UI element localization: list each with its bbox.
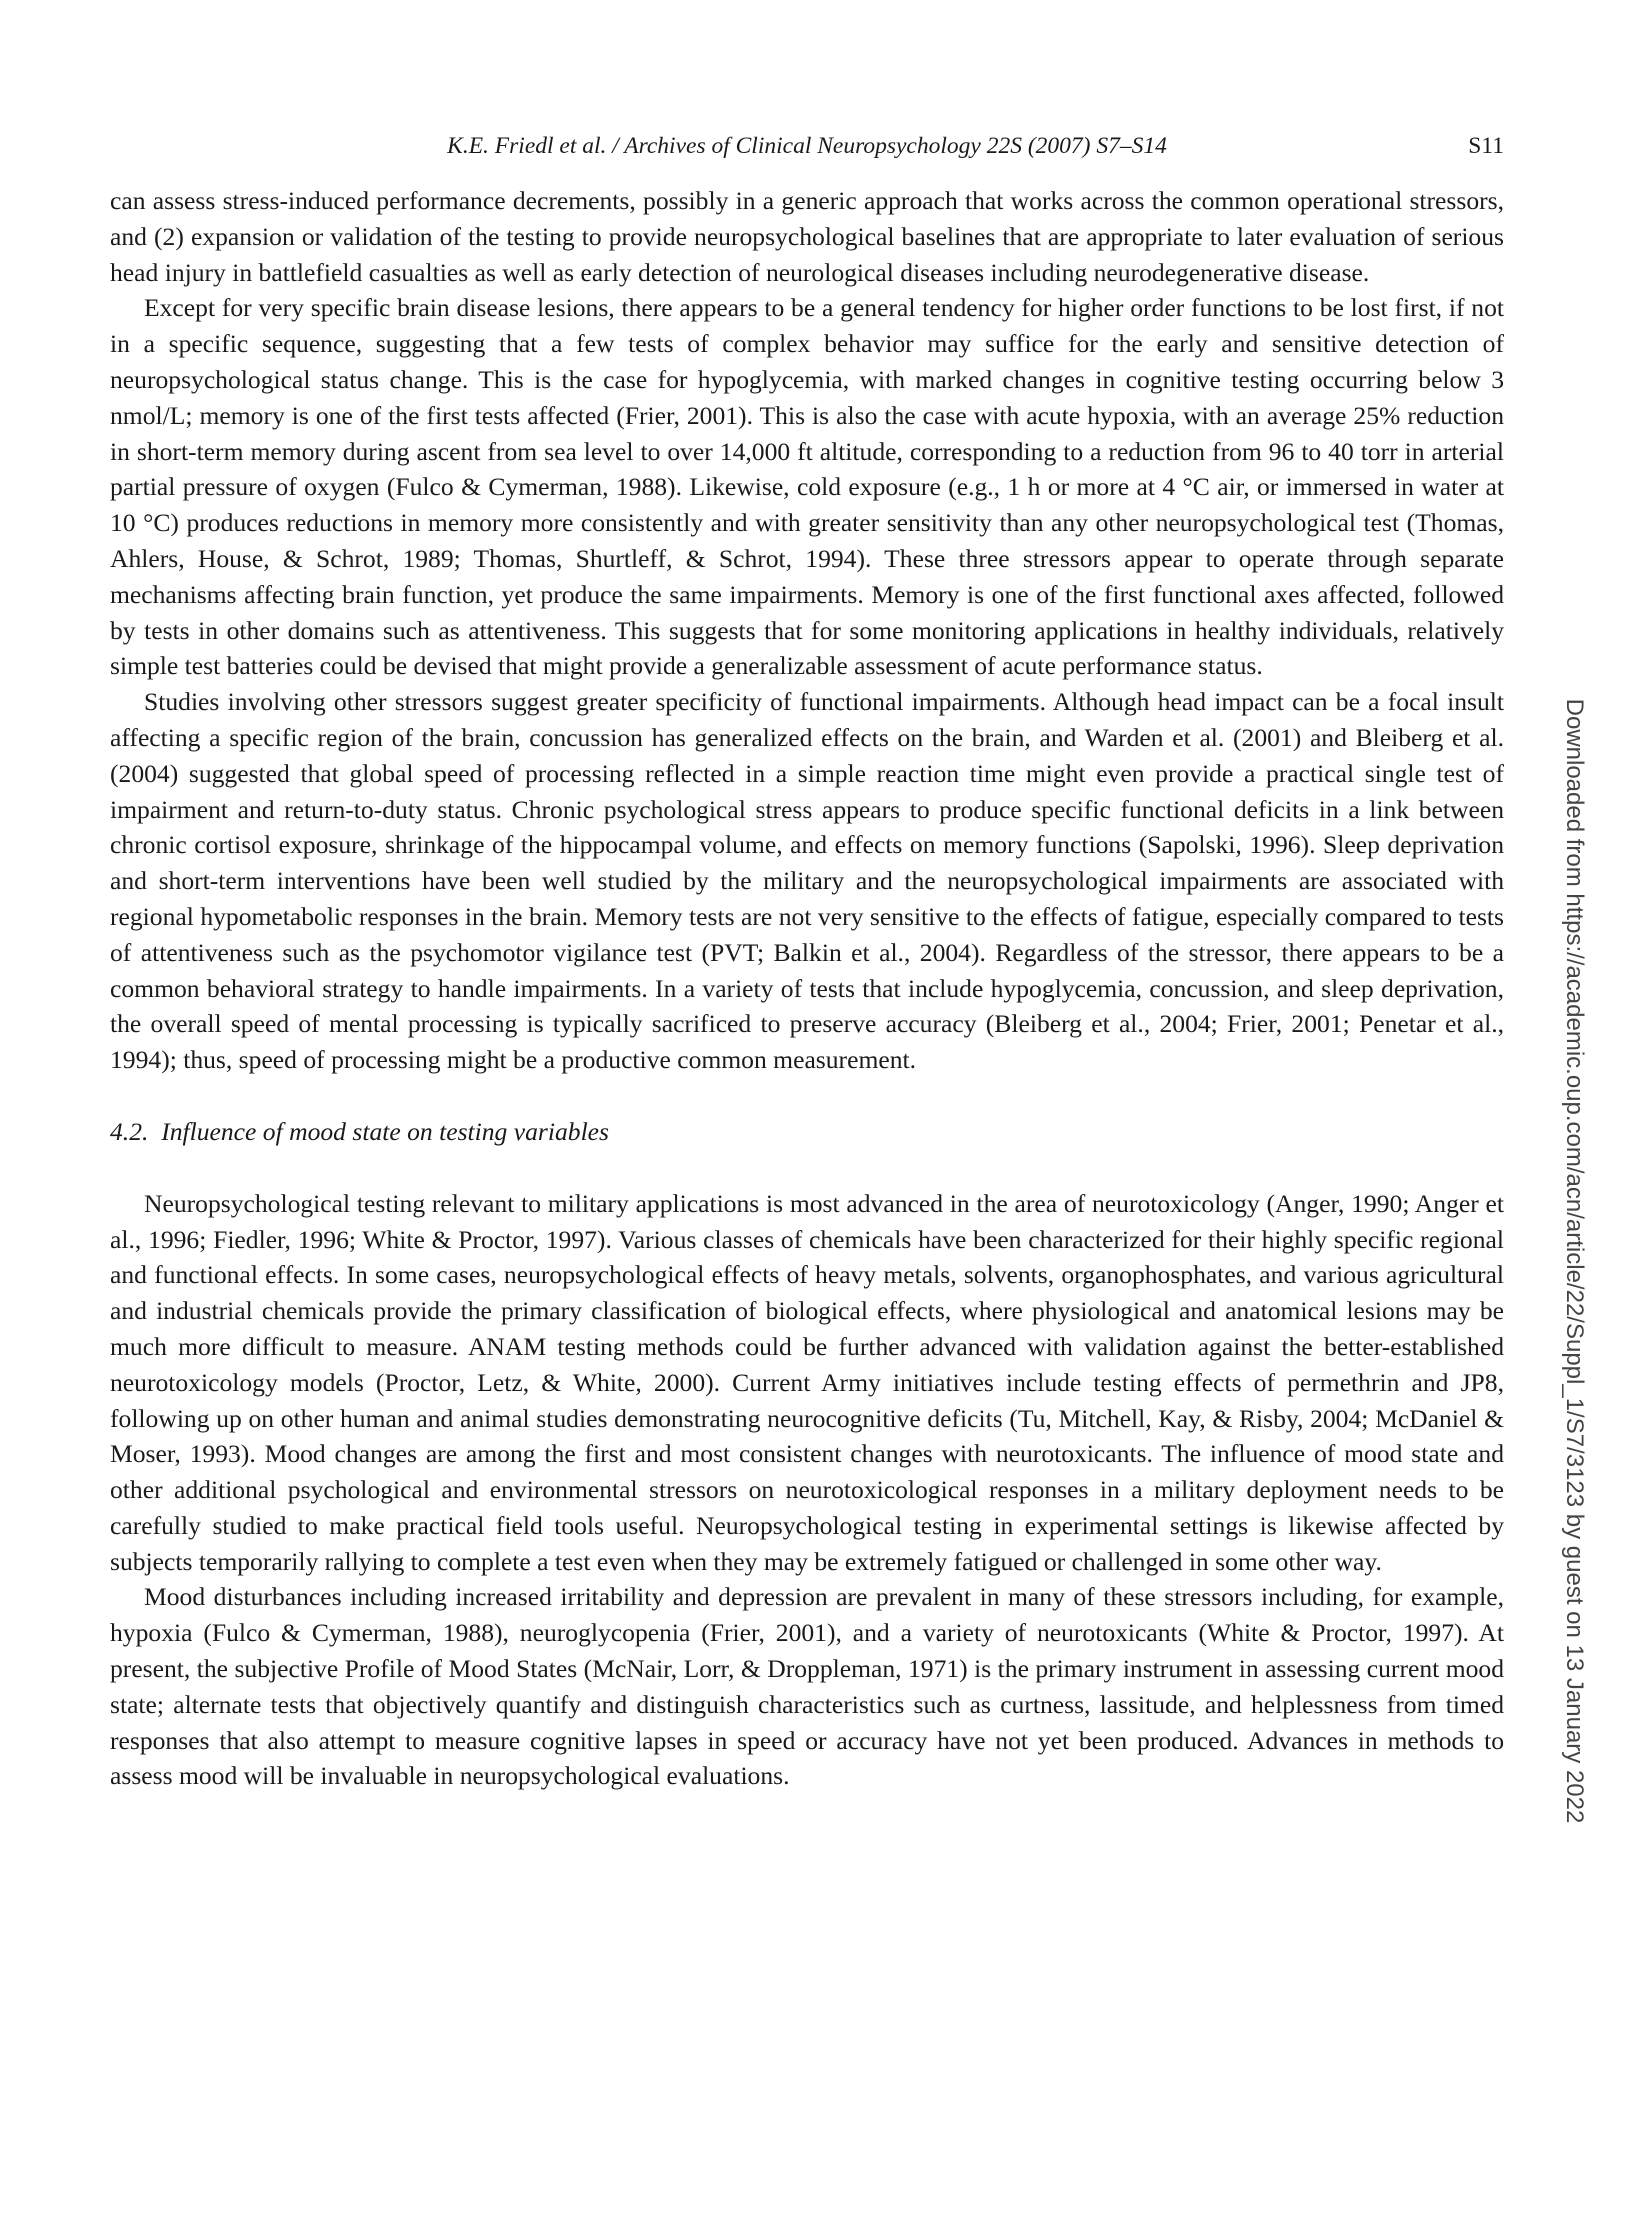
page-number: S11 xyxy=(1468,133,1504,159)
section-heading xyxy=(110,1114,1504,1150)
paragraph: Studies involving other stressors suggest greater specificity of functional impairments. Although head impact can be a focal insult affecting a specific region of the brain, concussion has generalized effects on the brain, and Warden et al. (2001) and Bleiberg et al. (2004) suggested that global speed of processing reflected in a simple reaction time might even provide a practical single test of impairment and return-to-duty status. Chronic psychological stress appears to produce specific functional deficits in a link between chronic cortisol exposure, shrinkage of the hippocampal volume, and effects on memory functions (Sapolski, 1996). Sleep deprivation and short-term interventions have been well studied by the military and the neuropsychological impairments are associated with regional hypometabolic responses in the brain. Memory tests are not very sensitive to the effects of fatigue, especially compared to tests of attentiveness such as the psychomotor vigilance test (PVT; Balkin et al., 2004). Regardless of the stressor, there appears to be a common behavioral strategy to handle impairments. In a variety of tests that include hypoglycemia, concussion, and sleep deprivation, the overall speed of mental processing is typically sacrificed to preserve accuracy (Bleiberg et al., 2004; Frier, 2001; Penetar et al., 1994); thus, speed of processing might be a productive common measurement. xyxy=(110,687,1504,1075)
paragraph: Mood disturbances including increased irritability and depression are prevalent in many of these stressors including, for example, hypoxia (Fulco & Cymerman, 1988), neuroglycopenia (Frier, 2001), and a variety of neurotoxicants (White & Proctor, 1997). At present, the subjective Profile of Mood States (McNair, Lorr, & Droppleman, 1971) is the primary instrument in assessing current mood state; alternate tests that objectively quantify and distinguish characteristics such as curtness, lassitude, and helplessness from timed responses that also attempt to measure cognitive lapses in speed or accuracy have not yet been produced. Advances in methods to assess mood will be invaluable in neuropsychological evaluations. xyxy=(110,1582,1504,1791)
running-header xyxy=(110,128,1504,164)
article-body xyxy=(110,183,1504,1794)
paragraph: Except for very specific brain disease lesions, there appears to be a general tendency for higher order functions to be lost first, if not in a specific sequence, suggesting that a few tests of complex behavior may suffice for the early and sensitive detection of neuropsychological status change. This is the case for hypoglycemia, with marked changes in cognitive testing occurring below 3 nmol/L; memory is one of the first tests affected (Frier, 2001). This is also the case with acute hypoxia, with an average 25% reduction in short-term memory during ascent from sea level to over 14,000 ft altitude, corresponding to a reduction from 96 to 40 torr in arterial partial pressure of oxygen (Fulco & Cymerman, 1988). Likewise, cold exposure (e.g., 1 h or more at 4 °C air, or immersed in water at 10 °C) produces reductions in memory more consistently and with greater sensitivity than any other neuropsychological test (Thomas, Ahlers, House, & Schrot, 1989; Thomas, Shurtleff, & Schrot, 1994). These three stressors appear to operate through separate mechanisms affecting brain function, yet produce the same impairments. Memory is one of the first functional axes affected, followed by tests in other domains such as attentiveness. This suggests that for some monitoring applications in healthy individuals, relatively simple test batteries could be devised that might provide a generalizable assessment of acute performance status. xyxy=(110,293,1504,681)
paragraph: Neuropsychological testing relevant to military applications is most advanced in the area of neurotoxicology (Anger, 1990; Anger et al., 1996; Fiedler, 1996; White & Proctor, 1997). Various classes of chemicals have been characterized for their highly specific regional and functional effects. In some cases, neuropsychological effects of heavy metals, solvents, organophosphates, and various agricultural and industrial chemicals provide the primary classification of biological effects, where physiological and anatomical lesions may be much more difficult to measure. ANAM testing methods could be further advanced with validation against the better-established neurotoxicology models (Proctor, Letz, & White, 2000). Current Army initiatives include testing effects of permethrin and JP8, following up on other human and animal studies demonstrating neurocognitive deficits (Tu, Mitchell, Kay, & Risby, 2004; McDaniel & Moser, 1993). Mood changes are among the first and most consistent changes with neurotoxicants. The influence of mood state and other additional psychological and environmental stressors on neurotoxicological responses in a military deployment needs to be carefully studied to make practical field tools useful. Neuropsychological testing in experimental settings is likewise affected by subjects temporarily rallying to complete a test even when they may be extremely fatigued or challenged in some other way. xyxy=(110,1188,1504,1576)
download-watermark: Downloaded from https://academic.oup.com/acn/article/22/Suppl_1/S7/3123 by guest on 13 January 2022 xyxy=(1561,698,1588,1824)
paragraph-continuation: can assess stress-induced performance decrements, possibly in a generic approach that works across the common operational stressors, and (2) expansion or validation of the testing to provide neuropsychological baselines that are appropriate to later evaluation of serious head injury in battlefield casualties as well as early detection of neurological diseases including neurodegenerative disease. xyxy=(110,186,1504,287)
section-title: Influence of mood state on testing variables xyxy=(161,1116,610,1146)
section-number: 4.2. xyxy=(110,1116,149,1146)
journal-citation: K.E. Friedl et al. / Archives of Clinical Neuropsychology 22S (2007) S7–S14 xyxy=(447,133,1167,159)
